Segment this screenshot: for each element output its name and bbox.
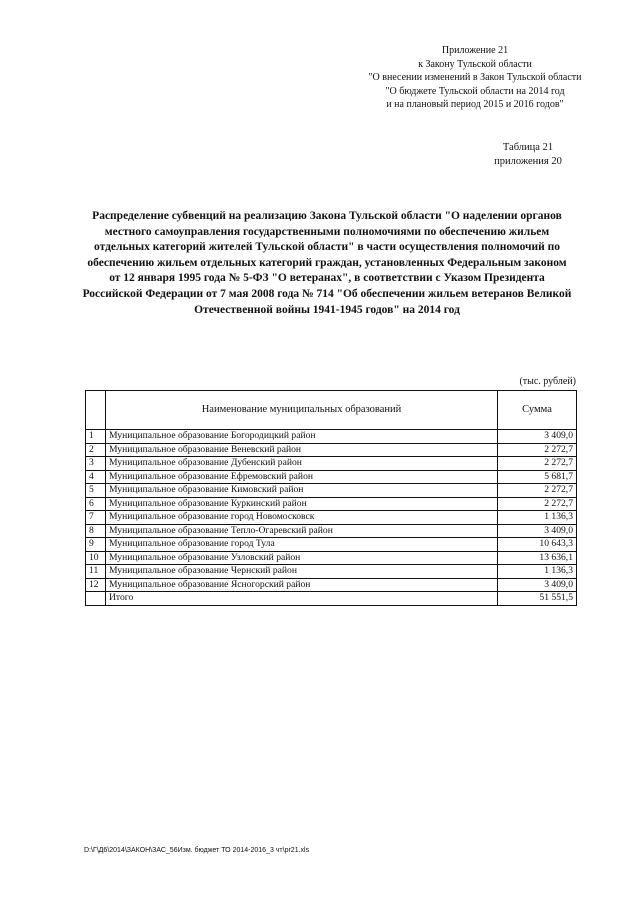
cell-sum: 3 409,0 (498, 524, 577, 538)
cell-name: Муниципальное образование город Тула (106, 538, 498, 552)
table-row (86, 565, 577, 579)
cell-sum: 2 272,7 (498, 484, 577, 498)
file-path-footer: D:\Г\Д6\2014\ЗАКОН\ЗАС_56Изм. бюджет ТО 2014-2016_3 чт\pr21.xls (84, 847, 310, 854)
cell-num: 8 (86, 524, 106, 538)
cell-sum: 2 272,7 (498, 497, 577, 511)
cell-num: 11 (86, 565, 106, 579)
cell-sum: 3 409,0 (498, 430, 577, 444)
cell-name: Муниципальное образование Кимовский район (106, 484, 498, 498)
cell-name: Муниципальное образование Дубенский район (106, 457, 498, 471)
cell-name: Муниципальное образование Чернский район (106, 565, 498, 579)
cell-name: Муниципальное образование Ефремовский район (106, 470, 498, 484)
cell-name: Муниципальное образование Тепло-Огаревский район (106, 524, 498, 538)
cell-num: 1 (86, 430, 106, 444)
cell-sum: 1 136,3 (498, 511, 577, 525)
cell-num: 5 (86, 484, 106, 498)
total-num (86, 592, 106, 606)
cell-name: Муниципальное образование Ясногорский район (106, 578, 498, 592)
cell-num: 7 (86, 511, 106, 525)
appendix-line: "О внесении изменений в Закон Тульской области (368, 72, 582, 83)
table-header-row (86, 391, 577, 430)
cell-sum: 1 136,3 (498, 565, 577, 579)
cell-sum: 13 636,1 (498, 551, 577, 565)
cell-num: 9 (86, 538, 106, 552)
table-row (86, 538, 577, 552)
cell-num: 3 (86, 457, 106, 471)
header-sum: Сумма (498, 391, 577, 430)
table-row (86, 484, 577, 498)
cell-num: 12 (86, 578, 106, 592)
appendix-block (330, 44, 620, 112)
cell-sum: 2 272,7 (498, 443, 577, 457)
table-total-row (86, 592, 577, 606)
table-reference (478, 141, 578, 169)
cell-sum: 10 643,3 (498, 538, 577, 552)
document-title: Распределение субвенций на реализацию Закона Тульской области "О наделении органов местного самоуправления государственными полномочиями по обеспечению жильем отдельных категорий жителей Тульской области" в части осуществления полномочий по обеспечению жильем отдельных категорий граждан, установленных Федеральным законом от 12 января 1995 года № 5-ФЗ "О ветеранах", в соответствии с Указом Президента Российской Федерации от 7 мая 2008 года № 714 "Об обеспечении жильем ветеранов Великой Отечественной войны 1941-1945 годов" на 2014 год (82, 210, 572, 316)
appendix-line: к Закону Тульской области (418, 58, 532, 70)
total-sum: 51 551,5 (498, 592, 577, 606)
table-row (86, 578, 577, 592)
table-row (86, 470, 577, 484)
table-row (86, 430, 577, 444)
cell-num: 4 (86, 470, 106, 484)
table-row (86, 443, 577, 457)
header-num (86, 391, 106, 430)
table-ref-line: приложения 20 (494, 156, 562, 167)
table-row (86, 551, 577, 565)
cell-sum: 3 409,0 (498, 578, 577, 592)
table-row (86, 524, 577, 538)
subvention-table (85, 390, 577, 606)
table-ref-line: Таблица 21 (502, 142, 554, 153)
header-name: Наименование муниципальных образований (106, 391, 498, 430)
cell-name: Муниципальное образование Богородицкий район (106, 430, 498, 444)
cell-num: 2 (86, 443, 106, 457)
cell-num: 6 (86, 497, 106, 511)
cell-name: Муниципальное образование Узловский район (106, 551, 498, 565)
cell-num: 10 (86, 551, 106, 565)
appendix-line: Приложение 21 (441, 45, 509, 56)
table-row (86, 497, 577, 511)
total-name: Итого (106, 592, 498, 606)
cell-sum: 2 272,7 (498, 457, 577, 471)
appendix-line: "О бюджете Тульской области на 2014 год (385, 85, 565, 97)
table-row (86, 457, 577, 471)
cell-sum: 5 681,7 (498, 470, 577, 484)
appendix-line: и на плановый период 2015 и 2016 годов" (386, 99, 564, 110)
cell-name: Муниципальное образование город Новомосковск (106, 511, 498, 525)
cell-name: Муниципальное образование Куркинский район (106, 497, 498, 511)
cell-name: Муниципальное образование Веневский район (106, 443, 498, 457)
units-label: (тыс. рублей) (519, 376, 576, 387)
table-row (86, 511, 577, 525)
